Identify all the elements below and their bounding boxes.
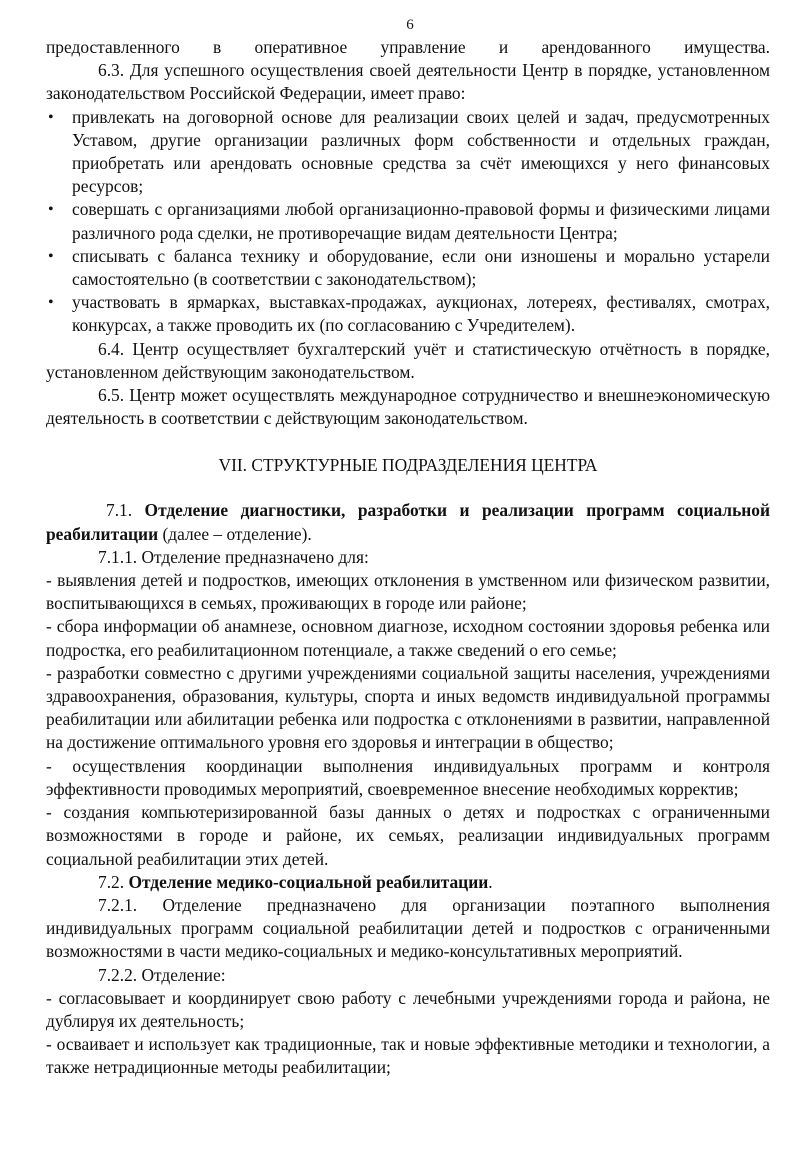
clause-number: 7.1. (106, 500, 145, 521)
bullet-icon: • (48, 294, 54, 312)
department-title: Отделение диагностики, разработки и реализации программ социальной реабилитации (46, 500, 770, 544)
page-number: 6 (406, 17, 414, 33)
bullet-icon: • (48, 108, 54, 126)
rights-list (46, 106, 770, 338)
list-item-text: привлекать на договорной основе для реализации своих целей и задач, предусмотренных Уставом, другие организации различных форм собственности и отдельных граждан, приобретать или арендовать основные средства за счёт имеющихся у него финансовых ресурсов; (72, 106, 770, 197)
list-item: - согласовывает и координирует свою работу с лечебными учреждениями города и района, не дублируя их деятельность; (46, 987, 770, 1031)
list-item: - создания компьютеризированной базы данных о детях и подростках с ограниченными возможностями в городе и районе, их семьях, реализации индивидуальных программ социальной реабилитации этих детей. (46, 802, 770, 869)
bullet-icon: • (48, 247, 54, 265)
paragraph-6-4: 6.4. Центр осуществляет бухгалтерский учёт и статистическую отчётность в порядке, установленном действующим законодательством. (46, 338, 770, 382)
list-item-text: совершать с организациями любой организационно-правовой формы и физическими лицами различного рода сделки, не противоречащие видам деятельности Центра; (72, 199, 770, 243)
paragraph-7-1 (46, 499, 770, 545)
paragraph-6-3: 6.3. Для успешного осуществления своей деятельности Центр в порядке, установленном законодательством Российской Федерации, имеет право: (46, 60, 770, 104)
list-item-text: списывать с баланса технику и оборудование, если они изношены и морально устарели самостоятельно (в соответствии с законодательством); (72, 245, 770, 290)
list-item: - разработки совместно с другими учреждениями социальной защиты населения, учреждениями здравоохранения, образования, культуры, спорта и иных ведомств индивидуальной программы реабилитации или абилитации ребенка или подростка с отклонениями в развитии, направленной на достижение оптимального уровня его здоровья и интеграции в общество; (46, 662, 770, 753)
list-item: - выявления детей и подростков, имеющих отклонения в умственном или физическом развитии, воспитывающихся в семьях, проживающих в городе или районе; (46, 570, 770, 614)
paragraph-continuation: предоставленного в оперативное управление и арендованного имущества. (46, 37, 770, 57)
list-item: - осваивает и использует как традиционные, так и новые эффективные методики и технологии, а также нетрадиционные методы реабилитации; (46, 1034, 770, 1078)
section-heading: VII. СТРУКТУРНЫЕ ПОДРАЗДЕЛЕНИЯ ЦЕНТРА (218, 455, 598, 476)
paragraph-7-2-2: 7.2.2. Отделение: (98, 964, 226, 985)
clause-rest: (далее – отделение). (158, 523, 312, 544)
list-item (46, 291, 770, 337)
list-item (46, 106, 770, 199)
paragraph-7-2-1: 7.2.1. Отделение предназначено для организации поэтапного выполнения индивидуальных программ социальной реабилитации детей и подростков с ограниченными возможностями в части медико-социальных и медико-консультативных мероприятий. (46, 894, 770, 962)
list-item-text: участвовать в ярмарках, выставках-продажах, аукционах, лотереях, фестивалях, смотрах, конкурсах, а также проводить их (по согласованию с Учредителем). (72, 292, 770, 336)
paragraph-6-5: 6.5. Центр может осуществлять международное сотрудничество и внешнеэкономическую деятельность в соответствии с действующим законодательством. (46, 385, 770, 429)
list-item: - сбора информации об анамнезе, основном диагнозе, исходном состоянии здоровья ребенка или подростка, его реабилитационном потенциале, а также сведений о его семье; (46, 616, 770, 660)
list-item (46, 198, 770, 244)
department-title: Отделение медико-социальной реабилитации (128, 871, 489, 892)
clause-number: 7.2. (98, 871, 129, 892)
list-item (46, 245, 770, 291)
list-item: - осуществления координации выполнения индивидуальных программ и контроля эффективности проводимых мероприятий, своевременное внесение необходимых корректив; (46, 755, 770, 799)
paragraph-7-2 (46, 871, 770, 894)
bullet-icon: • (48, 201, 54, 219)
paragraph-7-1-1: 7.1.1. Отделение предназначено для: (98, 546, 369, 567)
clause-rest: . (488, 871, 493, 892)
